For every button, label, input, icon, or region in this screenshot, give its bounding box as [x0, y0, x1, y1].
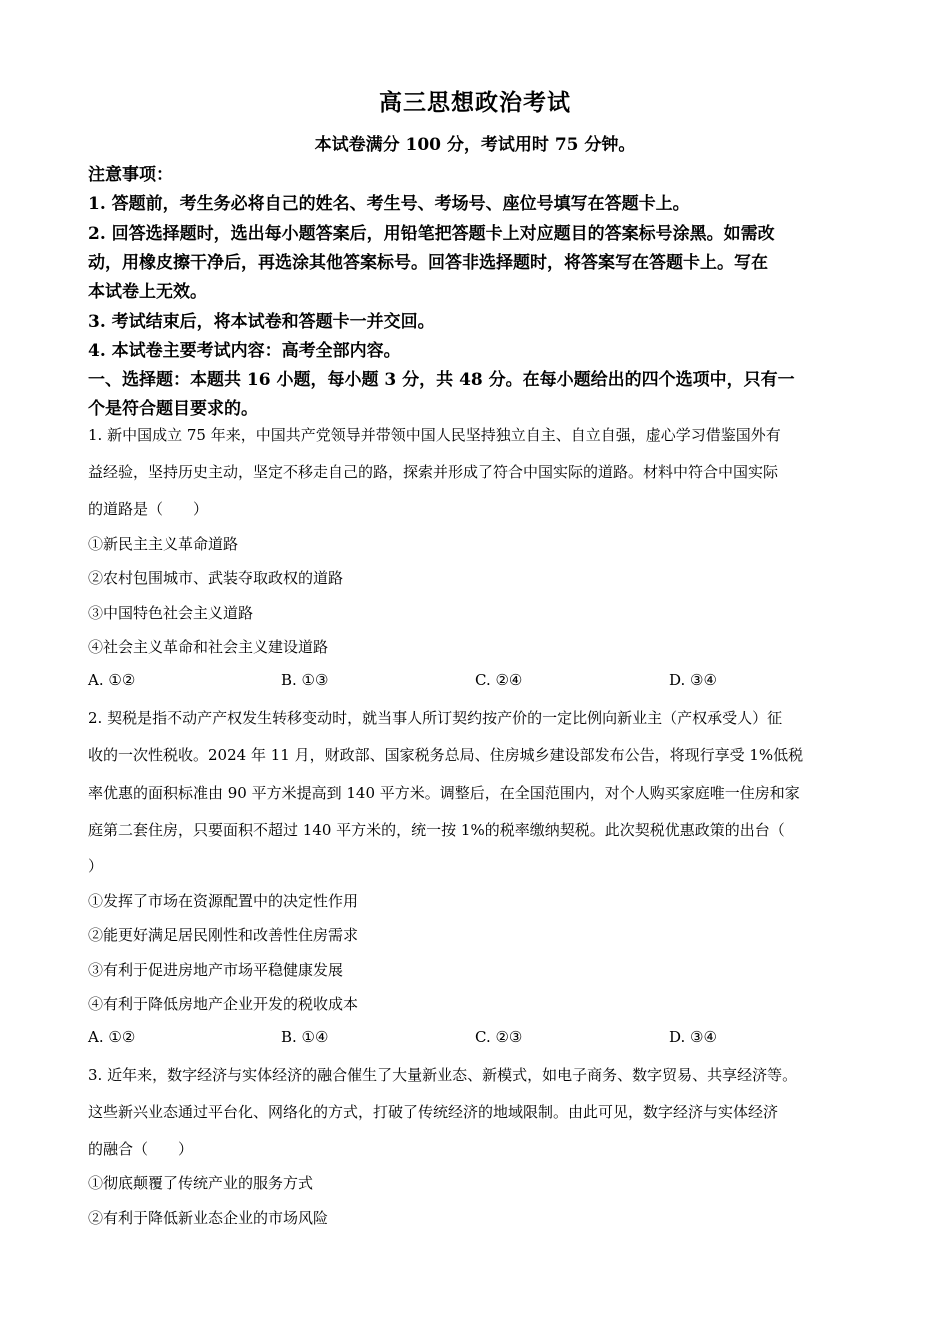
question-2-item: ③有利于促进房地产市场平稳健康发展 — [88, 961, 344, 979]
question-2-stem: ） — [88, 857, 104, 875]
question-1-stem: 的道路是（ ） — [88, 500, 209, 518]
question-2-option-d[interactable]: D. ③④ — [669, 1028, 717, 1046]
question-2-item: ①发挥了市场在资源配置中的决定性作用 — [88, 892, 359, 910]
question-2-option-b[interactable]: B. ①④ — [281, 1028, 329, 1046]
notice-line: 3. 考试结束后，将本试卷和答题卡一并交回。 — [88, 312, 435, 332]
question-1-option-a[interactable]: A. ①② — [88, 671, 136, 689]
question-2-stem: 庭第二套住房，只要面积不超过 140 平方米的，统一按 1%的税率缴纳契税。此次契税优惠政策的出台（ — [88, 821, 785, 839]
question-2-stem: 收的一次性税收。2024 年 11 月，财政部、国家税务总局、住房城乡建设部发布公告，将现行享受 1%低税 — [88, 746, 804, 764]
question-2-option-a[interactable]: A. ①② — [88, 1028, 136, 1046]
question-1-stem: 益经验，坚持历史主动，坚定不移走自己的路，探索并形成了符合中国实际的道路。材料中符合中国实际 — [88, 463, 779, 481]
question-1-option-c[interactable]: C. ②④ — [475, 671, 523, 689]
notice-line: 4. 本试卷主要考试内容：高考全部内容。 — [88, 341, 401, 361]
exam-info: 本试卷满分 100 分，考试用时 75 分钟。 — [314, 135, 636, 155]
page-title: 高三思想政治考试 — [379, 89, 571, 116]
question-2-option-c[interactable]: C. ②③ — [475, 1028, 523, 1046]
notice-heading: 注意事项： — [88, 165, 173, 185]
question-3-item: ②有利于降低新业态企业的市场风险 — [88, 1209, 329, 1227]
question-3-stem: 这些新兴业态通过平台化、网络化的方式，打破了传统经济的地域限制。由此可见，数字经济与实体经济 — [88, 1103, 779, 1121]
question-1-item: ②农村包围城市、武装夺取政权的道路 — [88, 569, 344, 587]
notice-line: 动，用橡皮擦干净后，再选涂其他答案标号。回答非选择题时，将答案写在答题卡上。写在 — [88, 253, 768, 273]
question-1-stem: 1. 新中国成立 75 年来，中国共产党领导并带领中国人民坚持独立自主、自立自强，虚心学习借鉴国外有 — [88, 426, 781, 444]
question-3-item: ①彻底颠覆了传统产业的服务方式 — [88, 1174, 314, 1192]
question-3-stem: 的融合（ ） — [88, 1140, 194, 1158]
question-2-item: ②能更好满足居民刚性和改善性住房需求 — [88, 926, 359, 944]
question-2-stem: 2. 契税是指不动产产权发生转移变动时，就当事人所订契约按产价的一定比例向新业主（产权承受人）征 — [88, 709, 783, 727]
question-1-item: ①新民主主义革命道路 — [88, 535, 239, 553]
section-heading: 个是符合题目要求的。 — [88, 399, 258, 419]
section-heading: 一、选择题：本题共 16 小题，每小题 3 分，共 48 分。在每小题给出的四个选项中，只有一 — [88, 370, 795, 390]
question-3-stem: 3. 近年来，数字经济与实体经济的融合催生了大量新业态、新模式，如电子商务、数字贸易、共享经济等。 — [88, 1066, 798, 1084]
notice-line: 2. 回答选择题时，选出每小题答案后，用铅笔把答题卡上对应题目的答案标号涂黑。如需改 — [88, 224, 775, 244]
question-1-item: ④社会主义革命和社会主义建设道路 — [88, 638, 329, 656]
question-2-item: ④有利于降低房地产企业开发的税收成本 — [88, 995, 359, 1013]
question-1-option-d[interactable]: D. ③④ — [669, 671, 717, 689]
notice-line: 本试卷上无效。 — [88, 282, 207, 302]
question-1-item: ③中国特色社会主义道路 — [88, 604, 254, 622]
notice-line: 1. 答题前，考生务必将自己的姓名、考生号、考场号、座位号填写在答题卡上。 — [88, 194, 690, 214]
question-2-stem: 率优惠的面积标准由 90 平方米提高到 140 平方米。调整后，在全国范围内，对个人购买家庭唯一住房和家 — [88, 784, 800, 802]
question-1-option-b[interactable]: B. ①③ — [281, 671, 329, 689]
